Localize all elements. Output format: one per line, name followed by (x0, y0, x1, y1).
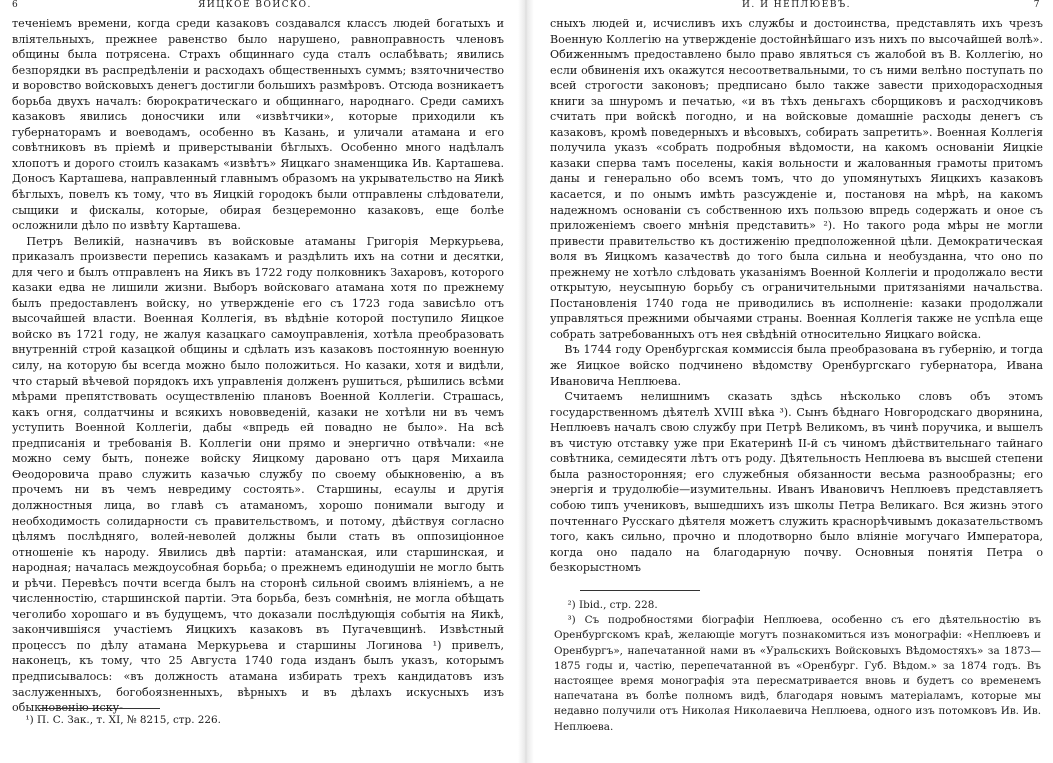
body-text (550, 16, 1043, 576)
running-head-title: ЯИЦКОЕ ВОЙСКО. (198, 0, 312, 10)
left-page (0, 0, 510, 763)
body-text (12, 16, 504, 716)
footnotes (554, 598, 1041, 735)
page-number: 7 (1033, 0, 1041, 10)
page-number: 6 (12, 0, 20, 10)
paragraph: сныхъ людей и, исчисливъ ихъ службы и достоинства, представлять ихъ чрезъ Военную Коллегію на утвержденіе достойнѣйшаго изъ нихъ по высочайшей волѣ». Обиженнымъ предоставлено было право являться съ жалобой въ В. Коллегію, но если обвиненія ихъ окажутся несоответвальными, то съ ними велѣно поступать по всей строгости законовъ; предписано было также завести приходорасходныя книги за шнуромъ и печатью, «и въ тѣхъ деньгахъ сборщиковъ и расходчиковъ считать при войскѣ погодно, и на войсковые домашніе расходы денегъ съ казаковъ, кромѣ поведерныхъ и вѣсовыхъ, собирать запретить». Военная Коллегія получила указъ «собрать подробныя вѣдомости, на какомъ основаніи Яицкіе казаки сперва тамъ поселены, какія вольности и жалованныя грамоты притомъ даны и генерально обо всемъ томъ, что до упомянутыхъ Яицкихъ казаковъ касается, и по онымъ имѣть разсужденіе и, постановя на мѣрѣ, на какомъ надежномъ основаніи съ собственною ихъ пользою впредь содержать и оное съ приложеніемъ своего мнѣнія представить» ²). Но такого рода мѣры не могли привести правительство къ достиженію предположенной цѣли. Демократическая воля въ Яицкомъ казачествѣ до того была сильна и необузданна, что оно по прежнему не хотѣло слѣдовать указаніямъ Военной Коллегіи и продолжало вести открытую, неусыпную борьбу съ ограничительными притязаніями начальства. Постановленія 1740 года не приводились въ исполненіе: казаки продолжали управляться прежними обычаями страны. Военная Коллегія также не успѣла еще собрать затребованныхъ отъ нея свѣдѣній относительно Яицкаго войска. (550, 17, 1043, 341)
running-head-title: И. И НЕПЛЮЕВЪ. (742, 0, 851, 10)
footnote: ²) Ibid., стр. 228. (567, 599, 658, 611)
running-head (0, 0, 510, 14)
footnote-rule (580, 590, 700, 591)
footnote: ³) Съ подробностями біографіи Неплюева, особенно съ его дѣятельностію въ Оренбургскомъ краѣ, желающіе могутъ познакомиться изъ монографіи: «Неплюевъ и Оренбургъ», напечатанной нами въ «Уральскихъ Войсковыхъ Вѣдомостяхъ» за 1873—1875 годы и, частію, перепечатанной въ «Оренбург. Губ. Вѣдом.» за 1874 годъ. Въ настоящее время монографія эта пересматривается вновь и будетъ со временемъ напечатана въ болѣе полномъ видѣ, благодаря новымъ матеріаламъ, которые мы недавно получили отъ Николая Николаевича Неплюева, одного изъ потомковъ Ив. Ив. Неплюева. (554, 614, 1041, 733)
footnote-rule (40, 708, 160, 709)
paragraph: теченіемъ времени, когда среди казаковъ создавался классъ людей богатыхъ и вліятельныхъ, прежнее равенство было нарушено, равноправность членовъ общины была потрясена. Страхъ общиннаго суда сталъ ослабѣвать; явились безпорядки въ распредѣленіи и расходахъ общественныхъ суммъ; взяточничество и воровство войсковыхъ денегъ достигли большихъ размѣровъ. Отсюда возникаетъ борьба двухъ началъ: бюрократическаго и общиннаго, народнаго. Среди самихъ казаковъ явились доносчики или «извѣтчики», которые приходили къ губернаторамъ и воеводамъ, особенно въ Казань, и уличали атамана и его совѣтниковъ въ пріемѣ и приверстываніи бѣглыхъ. Особенно много надѣлалъ хлопотъ и дорого стоилъ казакамъ «извѣтъ» Яицкаго знаменщика Ив. Карташева. Доносъ Карташева, направленный главнымъ образомъ на укрывательство на Яикѣ бѣглыхъ, повелъ къ тому, что въ Яицкій городокъ были отправлены слѣдователи, сыщики и фискалы, которые, обирая безцеремонно казаковъ, еще болѣе осложнили дѣло по извѣту Карташева. (12, 17, 504, 233)
book-gutter (518, 0, 534, 763)
paragraph: Считаемъ нелишнимъ сказать здѣсь нѣсколько словъ объ этомъ государственномъ дѣятелѣ XVIII вѣка ³). Сынъ бѣднаго Новгородскаго дворянина, Неплюевъ началъ свою службу при Петрѣ Великомъ, въ чинѣ поручика, и вышелъ въ чистую отставку уже при Екатеринѣ II-й съ чиномъ дѣйствительнаго тайнаго совѣтника, семидесяти лѣтъ отъ роду. Дѣятельность Неплюева въ высшей степени была разносторонняя; его служебныя обязанности весьма разнообразны; его энергія и трудолюбіе—изумительны. Иванъ Ивановичъ Неплюевъ представляетъ собою типъ учениковъ, вышедшихъ изъ школы Петра Великаго. Вся жизнь этого почтеннаго Русскаго дѣятеля можетъ служить краснорѣчивымъ доказательствомъ того, какъ сильно, прочно и плодотворно было вліяніе могучаго Императора, когда оно падало на благодарную почву. Основныя понятія Петра о безкорыстномъ (550, 390, 1043, 575)
right-page (540, 0, 1053, 763)
footnotes (12, 713, 502, 728)
footnote: ¹) П. С. Зак., т. XI, № 8215, стр. 226. (25, 714, 221, 726)
running-head (540, 0, 1053, 14)
paragraph: Въ 1744 году Оренбургская коммиссія была преобразована въ губернію, и тогда же Яицкое войско подчинено вѣдомству Оренбургскаго губернатора, Ивана Ивановича Неплюева. (550, 343, 1043, 388)
paragraph: Петръ Великій, назначивъ въ войсковые атаманы Григорія Меркурьева, приказалъ произвести перепись казакамъ и раздѣлить ихъ на сотни и десятки, для чего и былъ отправленъ на Яикъ въ 1722 году полковникъ Захаровъ, которого казаки едва не лишили жизни. Выборъ войсковаго атамана хотя по прежнему былъ предоставленъ войску, но утвержденіе его съ 1723 года зависѣло отъ высочайшей власти. Военная Коллегія, въ вѣдѣніе которой поступило Яицкое войско въ 1721 году, не жалуя казацкаго самоуправленія, хотѣла преобразовать внутренній строй казацкой общины и сдѣлать изъ казаковъ постоянную военную силу, на которую бы всегда можно было положиться. Но казаки, хотя и видѣли, что старый вѣчевой порядокъ ихъ управленія долженъ рушиться, рѣшились всѣми мѣрами препятствовать осуществленію плановъ Военной Коллегіи. Страшась, какъ огня, солдатчины и всякихъ нововведеній, казаки не хотѣли ни въ чемъ уступить Военной Коллегіи, дабы «впредь ей повадно не было». На всѣ предписанія и требованія В. Коллегіи они прямо и энергично отвѣчали: «не можно сему быть, понеже войску Яицкому даровано отъ царя Михаила Ѳеодоровича право служить казачью службу по своему обыкновенію, а въ прочемъ ни въ чемъ невредиму состоять». Старшины, есаулы и другія должностныя лица, во главѣ съ атаманомъ, хорошо понимали выгоду и необходимость солидарности съ правительствомъ, и потому, дѣйствуя согласно цѣлямъ послѣдняго, волей-неволей должны были стать въ оппозиціонное отношеніе къ народу. Явились двѣ партіи: атаманская, или старшинская, и народная; началась междоусобная борьба; о прежнемъ единодушіи не могло быть и рѣчи. Перевѣсъ почти всегда былъ на сторонѣ сильной своимъ вліяніемъ, а не численностію, старшинской партіи. Эта борьба, безъ сомнѣнія, не могла обѣщать чеголибо хорошаго и въ будущемъ, что доказали послѣдующія событія на Яикѣ, закончившіяся участіемъ Яицкихъ казаковъ въ Пугачевщинѣ. Извѣстный процессъ по дѣлу атамана Меркурьева и старшины Логинова ¹) привелъ, наконецъ, къ тому, что 25 Августа 1740 года изданъ былъ указъ, которымъ предписывалось: «въ должность атамана избирать трехъ кандидатовъ изъ заслуженныхъ, богобоязненныхъ, вѣрныхъ и въ дѣлахъ искусныхъ изъ обыкновенію иску- (12, 234, 504, 715)
